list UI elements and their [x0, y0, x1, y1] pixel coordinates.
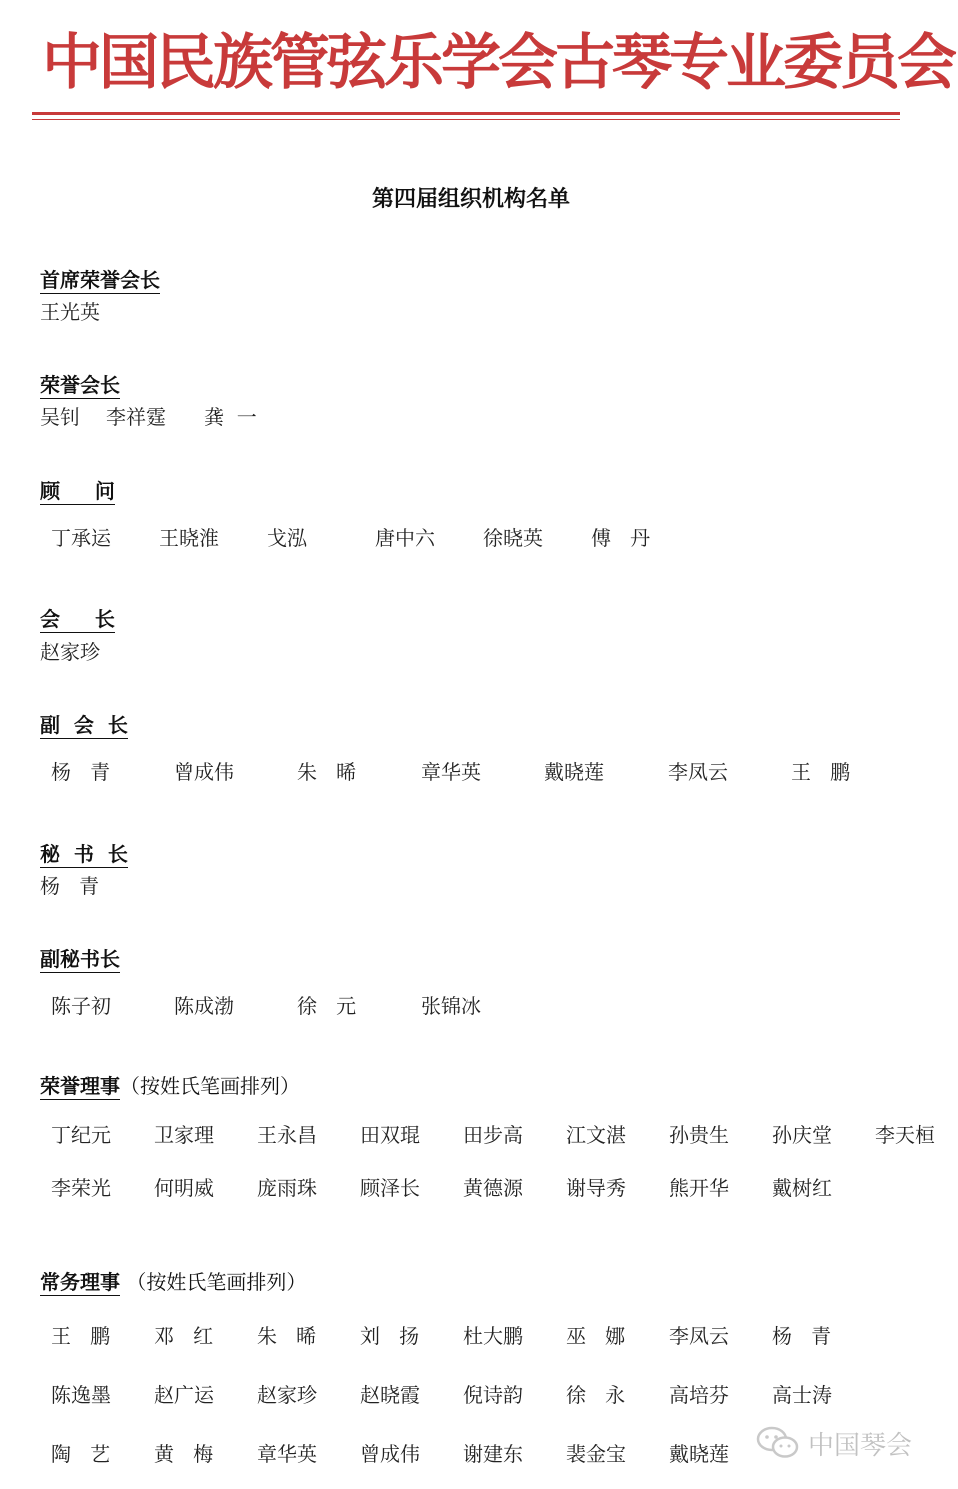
member-name: 傅 丹 — [591, 526, 651, 550]
member-name: 黄 梅 — [154, 1442, 214, 1466]
member-name: 丁承运 — [51, 526, 111, 550]
member-name: 田步高 — [463, 1123, 523, 1147]
member-name: 巫 娜 — [566, 1324, 626, 1348]
member-name: 赵家珍 — [40, 640, 100, 664]
member-name: 徐晓英 — [483, 526, 543, 550]
member-name: 高士涛 — [772, 1383, 832, 1407]
section-heading: 常务理事 （按姓氏笔画排列） — [40, 1270, 307, 1294]
member-name: 章华英 — [257, 1442, 317, 1466]
member-name: 赵家珍 — [257, 1383, 317, 1407]
letterhead-title: 中国民族管弦乐学会古琴专业委员会 — [42, 28, 954, 98]
member-name: 杨 青 — [40, 874, 100, 898]
member-name: 田双琨 — [360, 1123, 420, 1147]
member-name: 张锦冰 — [421, 994, 481, 1018]
letterhead-rule — [32, 112, 900, 115]
member-name: 赵晓霞 — [360, 1383, 420, 1407]
member-name: 卫家理 — [154, 1123, 214, 1147]
member-name: 陈逸墨 — [51, 1383, 111, 1407]
watermark-text: 中国琴会 — [808, 1430, 913, 1461]
member-name: 吴钊 — [40, 405, 80, 429]
member-name: 朱 晞 — [257, 1324, 317, 1348]
member-name: 孙贵生 — [669, 1123, 729, 1147]
member-name: 曾成伟 — [174, 760, 234, 784]
member-name: 朱 晞 — [297, 760, 357, 784]
member-name: 李凤云 — [668, 760, 728, 784]
member-name: 陈子初 — [51, 994, 111, 1018]
member-name: 王 鹏 — [51, 1324, 111, 1348]
member-name: 杨 青 — [51, 760, 111, 784]
member-name: 戴树红 — [772, 1176, 832, 1200]
section-heading: 顾 问 — [40, 479, 115, 503]
member-name: 孙庆堂 — [772, 1123, 832, 1147]
member-name: 龚 一 — [204, 405, 257, 429]
member-name: 黄德源 — [463, 1176, 523, 1200]
member-name: 庞雨珠 — [257, 1176, 317, 1200]
watermark — [756, 1418, 946, 1468]
section-heading: 副秘书长 — [40, 947, 120, 971]
member-name: 江文湛 — [566, 1123, 626, 1147]
member-name: 裴金宝 — [566, 1442, 626, 1466]
member-name: 章华英 — [421, 760, 481, 784]
member-name: 陶 艺 — [51, 1442, 111, 1466]
member-name: 唐中六 — [375, 526, 435, 550]
member-name: 王光英 — [40, 300, 100, 324]
member-name: 王晓淮 — [159, 526, 219, 550]
member-name: 邓 红 — [154, 1324, 214, 1348]
sort-note: （按姓氏笔画排列） — [120, 1074, 300, 1098]
member-name: 赵广运 — [154, 1383, 214, 1407]
section-heading: 首席荣誉会长 — [40, 268, 160, 292]
wechat-icon — [756, 1425, 800, 1461]
letterhead-rule-thin — [32, 119, 900, 120]
member-name: 徐 元 — [297, 994, 357, 1018]
member-name: 李凤云 — [669, 1324, 729, 1348]
member-name: 徐 永 — [566, 1383, 626, 1407]
sort-note: （按姓氏笔画排列） — [120, 1270, 307, 1294]
member-name: 谢导秀 — [566, 1176, 626, 1200]
member-name: 陈成渤 — [174, 994, 234, 1018]
member-name: 何明威 — [154, 1176, 214, 1200]
member-name: 王永昌 — [257, 1123, 317, 1147]
section-heading: 荣誉理事（按姓氏笔画排列） — [40, 1074, 300, 1098]
member-name: 戈泓 — [267, 526, 307, 550]
member-name: 倪诗韵 — [463, 1383, 523, 1407]
member-name: 曾成伟 — [360, 1442, 420, 1466]
member-name: 李荣光 — [51, 1176, 111, 1200]
member-name: 谢建东 — [463, 1442, 523, 1466]
member-name: 顾泽长 — [360, 1176, 420, 1200]
member-name: 李祥霆 — [106, 405, 166, 429]
member-name: 丁纪元 — [51, 1123, 111, 1147]
section-heading: 会 长 — [40, 607, 115, 631]
member-name: 戴晓莲 — [544, 760, 604, 784]
member-name: 刘 扬 — [360, 1324, 420, 1348]
member-name: 戴晓莲 — [669, 1442, 729, 1466]
member-name: 杨 青 — [772, 1324, 832, 1348]
document-title: 第四届组织机构名单 — [371, 187, 570, 212]
member-name: 高培芬 — [669, 1383, 729, 1407]
member-name: 李天桓 — [875, 1123, 935, 1147]
member-name: 王 鹏 — [791, 760, 851, 784]
member-name: 熊开华 — [669, 1176, 729, 1200]
section-heading: 秘 书 长 — [40, 842, 128, 866]
section-heading: 荣誉会长 — [40, 373, 120, 397]
member-name: 杜大鹏 — [463, 1324, 523, 1348]
section-heading: 副 会 长 — [40, 713, 128, 737]
